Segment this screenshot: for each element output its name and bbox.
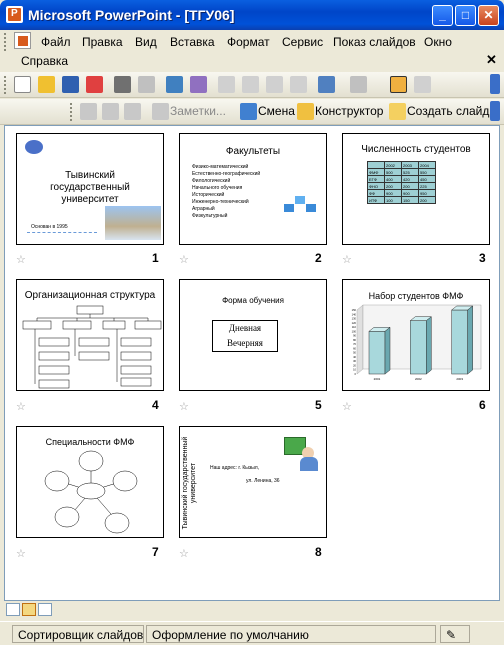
specialties-diagram [17, 449, 164, 538]
slide-thumbnail-4[interactable] [16, 279, 164, 391]
status-view: Сортировщик слайдов [12, 625, 144, 643]
menu-bar [0, 30, 504, 70]
menu-grip[interactable] [4, 33, 7, 51]
format-painter-icon[interactable] [290, 76, 307, 93]
view-buttons [4, 602, 500, 619]
permission-icon[interactable] [86, 76, 103, 93]
chart-back-wall [354, 305, 363, 376]
undo-icon[interactable] [318, 76, 335, 93]
network-computers-icon [284, 196, 318, 222]
slide-5-title: Форма обучения [222, 296, 284, 305]
slide-thumbnail-8[interactable] [179, 426, 327, 538]
bar [369, 331, 385, 374]
slide-2-bullets: Физико-математический Естественно-географический Филологический Начального обучения Исторический Инженерно-технический Аграрный Физкультурный [192, 164, 261, 219]
menu-tools[interactable]: Сервис [282, 35, 324, 49]
close-button[interactable]: ✕ [478, 5, 499, 26]
y-tick-label: 90 [353, 334, 356, 338]
y-tick-label: 150 [351, 309, 356, 312]
new-icon[interactable] [14, 76, 31, 93]
slide-1-title: Тывинский государственный университет [50, 170, 130, 205]
toolbar-options-icon-2[interactable] [490, 101, 500, 121]
rehearse-timings-icon[interactable] [102, 103, 119, 120]
y-tick-label: 30 [353, 360, 356, 364]
slide-thumbnail-3[interactable] [342, 133, 490, 245]
slide-sorter-toolbar [0, 99, 504, 125]
slide-2-title: Факультеты [225, 146, 281, 157]
y-tick-label: 40 [353, 355, 356, 359]
y-tick-label: 20 [353, 364, 356, 368]
document-icon[interactable] [14, 32, 31, 49]
y-tick-label: 110 [351, 326, 356, 330]
bar-side [468, 306, 473, 374]
menu-format[interactable]: Формат [227, 35, 270, 49]
color-grayscale-icon[interactable] [390, 76, 407, 93]
y-tick-label: 70 [353, 343, 356, 347]
y-tick-label: 60 [353, 347, 356, 351]
slide-4-title: Организационная структура [24, 290, 156, 301]
research-icon[interactable] [190, 76, 207, 93]
notes-icon[interactable] [152, 103, 169, 120]
slide-thumbnail-5[interactable] [179, 279, 327, 391]
status-bar [0, 621, 504, 645]
y-tick-label: 120 [351, 321, 356, 325]
study-form-evening: Вечерняя [227, 338, 263, 348]
print-icon[interactable] [114, 76, 131, 93]
toolbar-grip[interactable] [4, 76, 7, 94]
slide-thumbnail-2[interactable] [179, 133, 327, 245]
slideshow-view-icon[interactable] [38, 603, 52, 616]
menu-view[interactable]: Вид [135, 35, 157, 49]
building-photo [105, 206, 161, 240]
star-icon[interactable]: ☆ [16, 254, 26, 266]
bar [452, 310, 468, 374]
spell-check-icon[interactable]: ✎ [440, 625, 470, 643]
star-icon[interactable]: ☆ [179, 254, 189, 266]
slide-number-6: 6 [479, 398, 486, 412]
x-tick-label: 2001 [373, 377, 381, 381]
menu-insert[interactable]: Вставка [170, 35, 215, 49]
summary-slide-icon[interactable] [124, 103, 141, 120]
spelling-icon[interactable] [166, 76, 183, 93]
paste-icon[interactable] [266, 76, 283, 93]
y-tick-label: 0 [354, 373, 356, 376]
toolbar-options-icon[interactable] [490, 74, 500, 94]
design-icon[interactable] [297, 103, 314, 120]
copy-icon[interactable] [242, 76, 259, 93]
transition-icon[interactable] [240, 103, 257, 120]
slide-7-title: Специальности ФМФ [45, 437, 135, 447]
designer-button[interactable]: Конструктор [315, 104, 384, 118]
transition-button[interactable]: Смена [258, 104, 295, 118]
normal-view-icon[interactable] [6, 603, 20, 616]
bar [410, 321, 426, 374]
slide-number-3: 3 [479, 251, 486, 265]
x-tick-label: 2002 [414, 377, 422, 381]
hide-slide-icon[interactable] [80, 103, 97, 120]
star-icon[interactable]: ☆ [179, 401, 189, 413]
redo-icon[interactable] [350, 76, 367, 93]
slide-1-caption: Основан в 1995 [31, 224, 68, 230]
slide-number-1: 1 [152, 251, 159, 265]
notes-button[interactable]: Заметки... [170, 104, 226, 118]
y-tick-label: 80 [353, 338, 356, 342]
slide-sorter-view-icon[interactable] [22, 603, 36, 616]
logo-icon [25, 140, 43, 154]
slide-thumbnail-7[interactable] [16, 426, 164, 538]
slide-thumbnail-1[interactable] [16, 133, 164, 245]
slide-number-7: 7 [152, 545, 159, 559]
y-tick-label: 10 [353, 368, 356, 372]
preview-icon[interactable] [138, 76, 155, 93]
maximize-button[interactable]: □ [455, 5, 476, 26]
slide-6-title: Набор студентов ФМФ [368, 291, 464, 301]
new-slide-button[interactable]: Создать слайд [407, 104, 490, 118]
star-icon[interactable]: ☆ [16, 548, 26, 560]
decor-line [27, 232, 97, 233]
cut-icon[interactable] [218, 76, 235, 93]
slide-sorter-pane[interactable] [4, 125, 500, 601]
slide-number-8: 8 [315, 545, 322, 559]
slide-8-vertical-title: Тывинский государственный университет [182, 436, 197, 530]
save-icon[interactable] [62, 76, 79, 93]
slide-number-2: 2 [315, 251, 322, 265]
slide-3-title: Численность студентов [361, 144, 471, 155]
menu-help[interactable]: Справка [21, 54, 69, 68]
slide-number-5: 5 [315, 398, 322, 412]
open-icon[interactable] [38, 76, 55, 93]
org-chart [17, 304, 164, 390]
slide-8-address-2: ул. Ленина, 36 [246, 478, 280, 484]
star-icon[interactable]: ☆ [179, 548, 189, 560]
study-forms-box [212, 320, 278, 352]
toolbar-grip-2[interactable] [70, 103, 73, 121]
slide-number-4: 4 [152, 398, 159, 412]
new-slide-icon[interactable] [389, 103, 406, 120]
student-count-table: 2002 2003 2004 ФМФ 500 525 550 ЕГФ 400 420 450 ФНО 200 200 225 ФФ 900 900 950 ИТФ 100 150 200 [367, 161, 436, 204]
study-form-day: Дневная [228, 323, 262, 333]
star-icon[interactable]: ☆ [342, 401, 352, 413]
bar-side [385, 327, 390, 374]
window-title: Microsoft PowerPoint - [ТГУ06] [28, 7, 235, 23]
y-tick-label: 130 [351, 317, 356, 321]
menu-edit[interactable]: Правка [82, 35, 123, 49]
minimize-button[interactable]: _ [432, 5, 453, 26]
menu-slideshow[interactable]: Показ слайдов [333, 35, 416, 49]
x-tick-label: 2003 [456, 377, 464, 381]
presenter-clipart [284, 435, 322, 471]
bar-side [426, 317, 431, 374]
grid-icon[interactable] [414, 76, 431, 93]
standard-toolbar [0, 72, 504, 98]
enrollment-bar-chart [343, 304, 490, 391]
slide-8-address-1: Наш адрес: г. Кызыл, [210, 465, 260, 471]
star-icon[interactable]: ☆ [16, 401, 26, 413]
status-design: Оформление по умолчанию [146, 625, 436, 643]
menu-file[interactable]: Файл [41, 35, 71, 49]
doc-close-icon[interactable]: ✕ [486, 52, 497, 67]
y-tick-label: 140 [351, 313, 356, 317]
powerpoint-icon[interactable] [6, 6, 23, 23]
y-tick-label: 100 [351, 330, 356, 334]
y-tick-label: 50 [353, 351, 356, 355]
title-bar [0, 0, 504, 30]
slide-thumbnail-6[interactable] [342, 279, 490, 391]
star-icon[interactable]: ☆ [342, 254, 352, 266]
menu-window[interactable]: Окно [424, 35, 452, 49]
